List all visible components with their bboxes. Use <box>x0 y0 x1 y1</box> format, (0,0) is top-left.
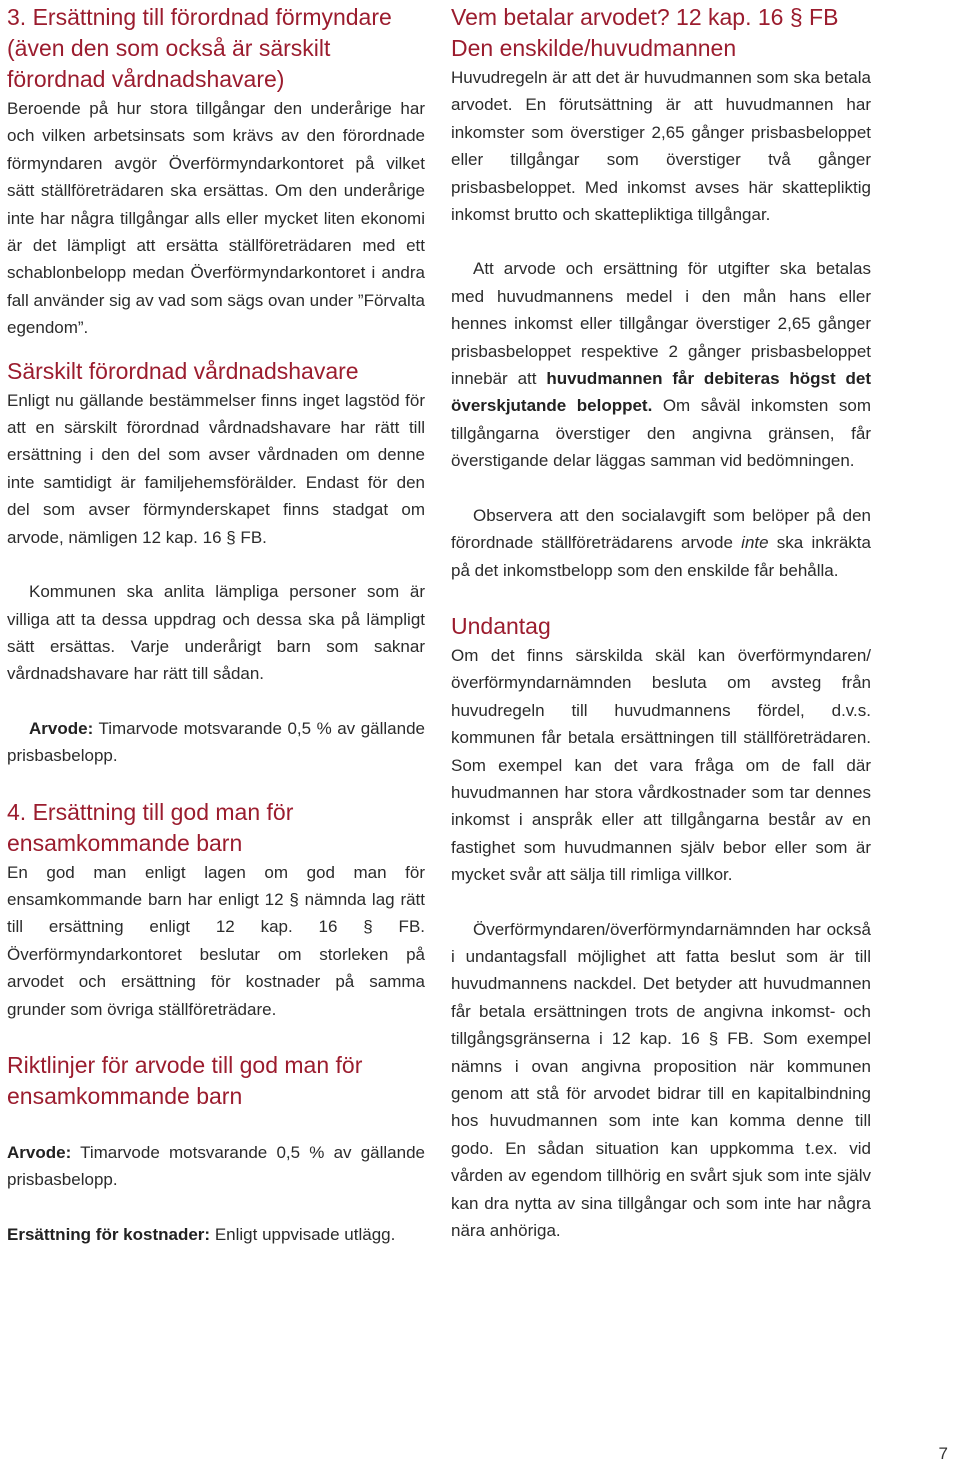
who-pays-p3-start: Observera att den socialavgift som belöper på den förordnade ställföreträdarens arvode <box>451 505 871 553</box>
who-pays-p2-end: Om såväl inkomsten som tillgångarna överstiger den angivna gränsen, får överstigande delar läggas samman vid bedömningen. <box>451 396 871 471</box>
exception-heading: Undantag <box>451 612 551 639</box>
who-pays-p3-emphasis: inte <box>741 533 769 553</box>
section-3-heading: 3. Ersättning till förordnad förmyndare (även den som också är särskilt förordnad vårdnadshavare) <box>7 4 392 92</box>
who-pays-p2-start: Att arvode och ersättning för utgifter ska betalas med huvudmannens medel i den mån hans eller hennes inkomst eller tillgångar överstiger 2,65 gånger prisbasbeloppet respektive 2 gånger prisbasbeloppet innebär att <box>451 259 871 389</box>
special-guardian-heading: Särskilt förordnad vårdnadshavare <box>7 357 359 384</box>
fee-text-1: Timarvode motsvarande 0,5 % av gällande prisbasbelopp. <box>7 718 425 766</box>
section-3-paragraph: Beroende på hur stora tillgångar den underårige har och vilken arbetsinsats som krävs av den förordnade förmyndaren avgör Överförmyndarkontoret på vilket sätt ställföreträdaren ska ersättas. Om den underårige inte har några tillgångar alls eller mycket liten ekonomi är det lämpligt att ersätta ställföreträdaren med ett schablonbelopp medan Överförmyndarkontoret i andra fall använder sig av vad som sägs ovan under ”Förvalta egendom”. <box>7 99 425 338</box>
who-pays-paragraph-1: Huvudregeln är att det är huvudmannen som ska betala arvodet. En förutsättning är att huvudmannen har inkomster som överstiger 2,65 gånger prisbasbeloppet eller tillgångar som överstiger två gånger prisbasbeloppet. Med inkomst avses här skattepliktig inkomst brutto och skattepliktiga tillgångar. <box>451 68 871 225</box>
section-4-paragraph: En god man enligt lagen om god man för ensamkommande barn har enligt 12 § nämnda lag rätt till ersättning enligt 12 kap. 16 § FB. Överförmyndarkontoret beslutar om storleken på arvodet och ersättning för kostnader på samma grunder som övriga ställföreträdare. <box>7 862 425 1019</box>
fee-note-2 <box>7 1139 425 1194</box>
expense-note <box>7 1221 425 1248</box>
who-pays-p2-bold: huvudmannen får debiteras högst det överskjutande beloppet. <box>451 369 871 416</box>
exception-paragraph-2: Överförmyndaren/överförmyndarnämnden har också i undantagsfall möjlighet att fatta beslut som är till huvudmannens nackdel. Det betyder att huvudmannen får betala ersättningen trots de angivna inkomst- och tillgångsgränserna i 12 kap. 16 § FB. Som exempel nämns i ovan angivna proposition när kommunen genom att stå för arvodet bidrar till en kapitalbindning hos huvudmannen som inte kan komma denne till godo. En sådan situation kan uppkomma t.ex. vid vården av egendom tillhörig en svårt sjuk som inte själv kan dra nytta av sina tillgångar och som inte har några nära anhöriga. <box>451 919 871 1241</box>
who-pays-subheading: Den enskilde/huvudmannen <box>451 35 737 61</box>
who-pays-heading: Vem betalar arvodet? 12 kap. 16 § FB <box>451 4 839 30</box>
fee-label-2: Arvode: <box>7 1142 72 1162</box>
fee-label-1: Arvode: <box>29 718 94 738</box>
fee-text-2: Timarvode motsvarande 0,5 % av gällande prisbasbelopp. <box>7 1142 425 1190</box>
section-4-heading: 4. Ersättning till god man för ensamkommande barn <box>7 798 294 856</box>
who-pays-paragraph-2 <box>451 255 871 474</box>
fee-note-1 <box>7 715 425 770</box>
left-column <box>7 0 425 1248</box>
right-column <box>451 0 871 1244</box>
expense-text: Enligt uppvisade utlägg. <box>210 1224 396 1244</box>
special-guardian-paragraph-2: Kommunen ska anlita lämpliga personer som är villiga att ta dessa uppdrag och dessa ska på lämpligt sätt ersättas. Varje underårigt barn som saknar vårdnadshavare har rätt till sådan. <box>7 582 425 684</box>
special-guardian-paragraph-1: Enligt nu gällande bestämmelser finns inget lagstöd för att en särskilt förordnad vårdnadshavare har rätt till ersättning i den del som avser vårdnaden om denne inte samtidigt är familjehemsförälder. Endast för den del som avser förmynderskapet finns stadgat om arvode, nämligen 12 kap. 16 § FB. <box>7 390 425 547</box>
who-pays-paragraph-3 <box>451 502 871 584</box>
page-number: 7 <box>938 1444 948 1463</box>
who-pays-p3-end: ska inkräkta på det inkomstbelopp som den enskilde får behålla. <box>451 533 871 580</box>
guidelines-heading: Riktlinjer för arvode till god man för ensamkommande barn <box>7 1051 363 1109</box>
expense-label: Ersättning för kostnader: <box>7 1224 211 1244</box>
exception-paragraph-1: Om det finns särskilda skäl kan överförmyndaren/överförmyndarnämnden besluta om avsteg från huvudregeln till huvudmannens fördel, d.v.s. kommunen får betala ersättningen till ställföreträdaren. Som exempel kan det vara fråga om de fall där huvudmannen har stora vårdkostnader som tar dennes inkomst i anspråk eller att tillgångarna består av en fastighet som huvudmannen själv bebor eller som är mycket svår att sälja till rimliga villkor. <box>451 645 871 885</box>
